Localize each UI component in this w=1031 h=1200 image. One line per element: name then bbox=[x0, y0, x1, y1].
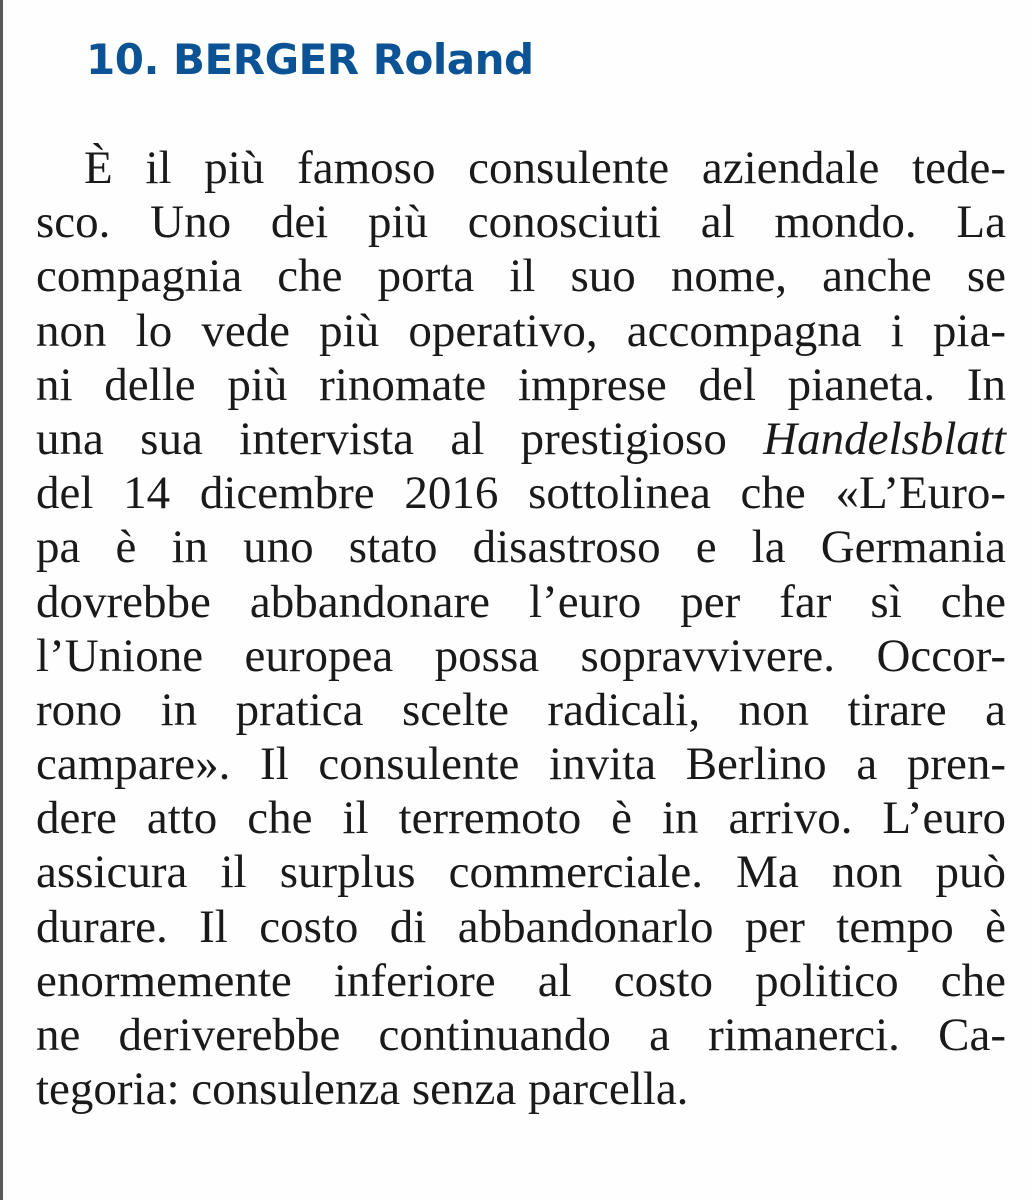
entry-heading: 10. BERGER Roland bbox=[86, 35, 534, 84]
body-line: ne deriverebbe continuando a rimanerci. Ca- bbox=[36, 1009, 1006, 1061]
body-line: del 14 dicembre 2016 sottolinea che «L’Euro- bbox=[36, 467, 1006, 520]
body-line: rono in pratica scelte radicali, non tirare a bbox=[36, 683, 1006, 736]
body-line bbox=[36, 412, 1006, 466]
body-line: tegoria: consulenza senza parcella. bbox=[36, 1063, 689, 1116]
body-line: non lo vede più operativo, accompagna i pia- bbox=[36, 304, 1006, 357]
body-line: assicura il surplus commerciale. Ma non può bbox=[36, 846, 1006, 899]
entry-body bbox=[36, 141, 1006, 1116]
body-line: l’Unione europea possa sopravvivere. Occor- bbox=[36, 629, 1006, 682]
body-line-text: una sua intervista al prestigioso bbox=[36, 412, 764, 465]
body-line: enormemente inferiore al costo politico che bbox=[36, 954, 1006, 1007]
publication-name: Handelsblatt bbox=[763, 412, 1006, 465]
body-line: durare. Il costo di abbandonarlo per tempo è bbox=[36, 900, 1006, 953]
body-line: È il più famoso consulente aziendale tede- bbox=[84, 142, 1006, 194]
body-line: sco. Uno dei più conosciuti al mondo. La bbox=[36, 196, 1006, 249]
body-line: compagnia che porta il suo nome, anche se bbox=[36, 250, 1006, 303]
body-line: campare». Il consulente invita Berlino a pren- bbox=[36, 738, 1006, 791]
body-line: dere atto che il terremoto è in arrivo. L’euro bbox=[36, 792, 1006, 845]
page-edge-rule bbox=[0, 0, 3, 1200]
body-line: ni delle più rinomate imprese del pianeta. In bbox=[36, 358, 1006, 411]
body-line: dovrebbe abbandonare l’euro per far sì che bbox=[36, 575, 1006, 628]
body-line: pa è in uno stato disastroso e la Germania bbox=[36, 521, 1006, 574]
